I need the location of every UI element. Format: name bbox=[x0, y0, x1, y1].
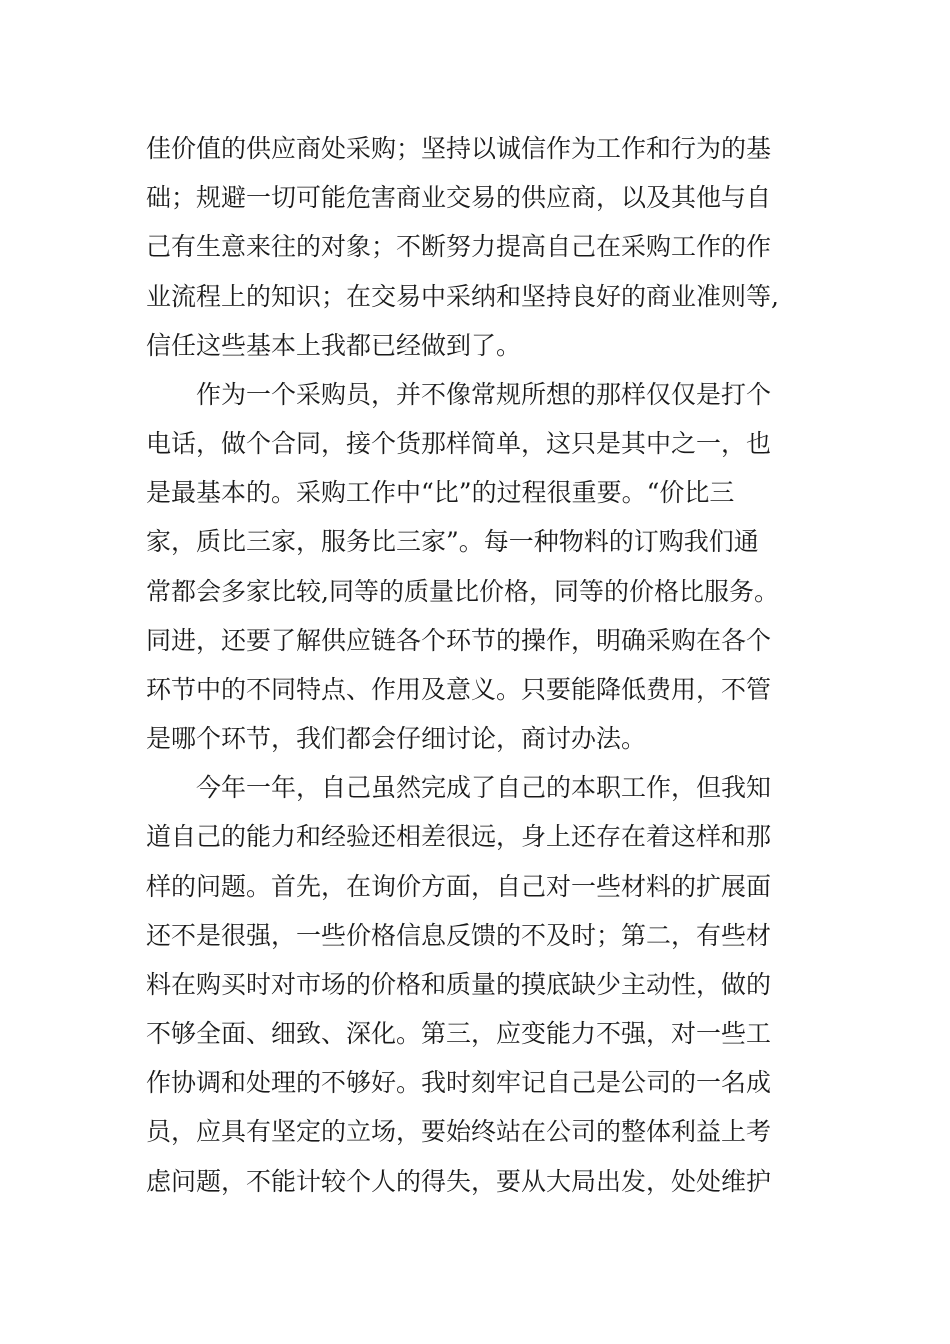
text-line: 料在购买时对市场的价格和质量的摸底缺少主动性，做的 bbox=[146, 970, 772, 999]
text-line: 环节中的不同特点、作用及意义。只要能降低费用，不管 bbox=[146, 675, 772, 704]
text-line: 道自己的能力和经验还相差很远，身上还存在着这样和那 bbox=[146, 822, 772, 851]
text-line: 业流程上的知识；在交易中采纳和坚持良好的商业准则等, bbox=[146, 282, 779, 311]
text-line: 作协调和处理的不够好。我时刻牢记自己是公司的一名成 bbox=[146, 1068, 772, 1097]
text-line: 佳价值的供应商处采购；坚持以诚信作为工作和行为的基 bbox=[146, 134, 772, 163]
text-line: 己有生意来往的对象；不断努力提高自己在采购工作的作 bbox=[146, 232, 772, 261]
text-line: 础；规避一切可能危害商业交易的供应商，以及其他与自 bbox=[146, 183, 772, 212]
text-line: 是最基本的。采购工作中“比”的过程很重要。“价比三 bbox=[146, 478, 735, 507]
text-line: 样的问题。首先，在询价方面，自己对一些材料的扩展面 bbox=[146, 872, 772, 901]
text-line: 不够全面、细致、深化。第三，应变能力不强，对一些工 bbox=[146, 1019, 772, 1048]
text-line: 电话，做个合同，接个货那样简单，这只是其中之一，也 bbox=[146, 429, 772, 458]
text-line: 还不是很强，一些价格信息反馈的不及时；第二，有些材 bbox=[146, 921, 772, 950]
text-line: 员，应具有坚定的立场，要始终站在公司的整体利益上考 bbox=[146, 1117, 772, 1146]
paragraph-first-line: 作为一个采购员，并不像常规所想的那样仅仅是打个 bbox=[196, 380, 772, 409]
text-line: 家，质比三家，服务比三家”。每一种物料的订购我们通 bbox=[146, 527, 759, 556]
text-line: 同进，还要了解供应链各个环节的操作，明确采购在各个 bbox=[146, 626, 772, 655]
text-line: 常都会多家比较,同等的质量比价格，同等的价格比服务。 bbox=[146, 577, 779, 606]
text-line: 信任这些基本上我都已经做到了。 bbox=[146, 331, 522, 360]
paragraph-first-line: 今年一年，自己虽然完成了自己的本职工作，但我知 bbox=[196, 773, 772, 802]
text-line: 是哪个环节，我们都会仔细讨论，商讨办法。 bbox=[146, 724, 647, 753]
text-line: 虑问题，不能计较个人的得失，要从大局出发，处处维护 bbox=[146, 1167, 772, 1196]
